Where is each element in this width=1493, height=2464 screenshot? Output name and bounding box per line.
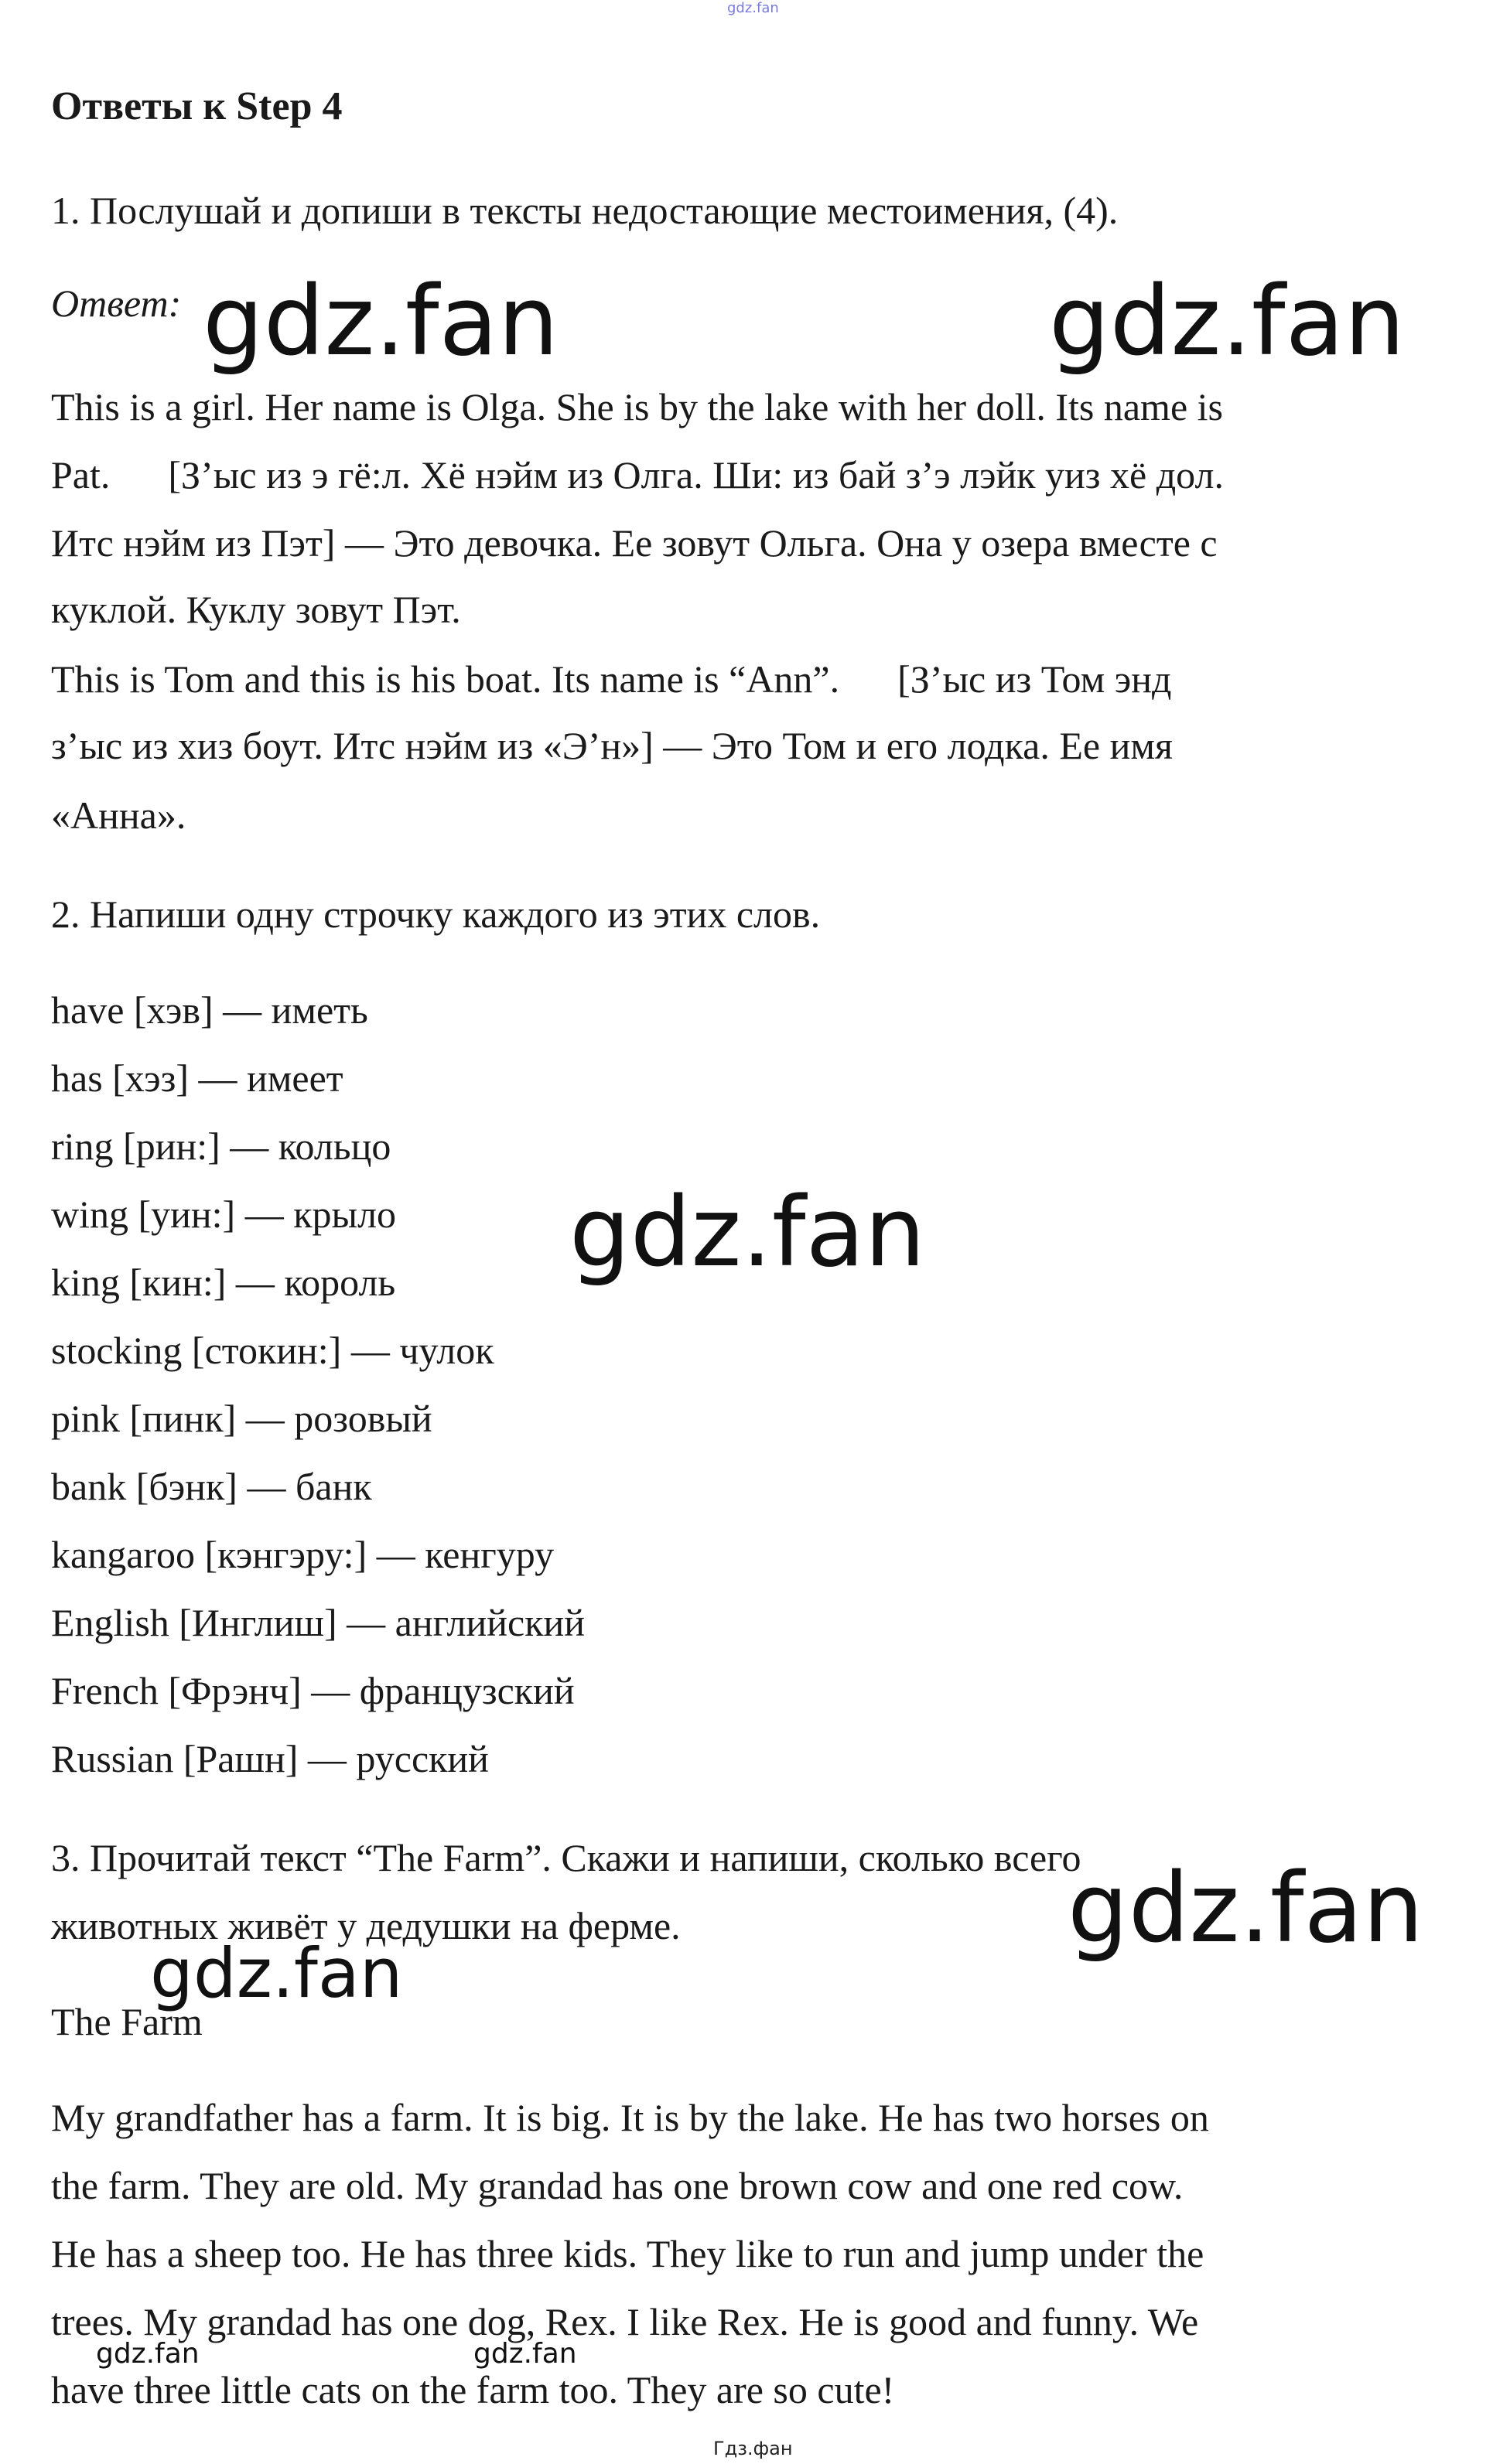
page-title: Ответы к Step 4 [51, 84, 343, 128]
word-item: Russian [Рашн] — русский [51, 1737, 489, 1780]
word-item: pink [пинк] — розовый [51, 1397, 432, 1440]
task1-line: «Анна». [51, 793, 186, 837]
farm-text-line: the farm. They are old. My grandad has one brown cow and one red cow. [51, 2164, 1184, 2207]
word-item: has [хэз] — имеет [51, 1056, 343, 1100]
task1-line: Pat. [З’ыс из э гё:л. Хё нэйм из Олга. Ши: из бай з’э лэйк уиз хё дол. [51, 453, 1224, 497]
word-item: have [хэв] — иметь [51, 988, 368, 1032]
word-item: stocking [стокин:] — чулок [51, 1329, 494, 1372]
watermark-text: gdz.fan [473, 2338, 577, 2370]
word-item: kangaroo [кэнгэру:] — кенгуру [51, 1533, 555, 1576]
watermark-text: gdz.fan [150, 1933, 403, 2013]
answer-label: Ответ: [51, 282, 182, 325]
word-item: ring [рин:] — кольцо [51, 1124, 391, 1168]
task2-heading: 2. Напиши одну строчку каждого из этих слов. [51, 892, 821, 936]
watermark-text: gdz.fan [96, 2338, 200, 2370]
watermark-text: gdz.fan [203, 266, 559, 377]
word-item: wing [уин:] — крыло [51, 1193, 397, 1236]
task1-line: This is a girl. Her name is Olga. She is by the lake with her doll. Its name is [51, 385, 1223, 428]
task1-line: куклой. Куклу зовут Пэт. [51, 588, 461, 631]
task1-line: Итс нэйм из Пэт] — Это девочка. Ее зовут Ольга. Она у озера вместе с [51, 521, 1218, 565]
farm-text-line: My grandfather has a farm. It is big. It is by the lake. He has two horses on [51, 2096, 1209, 2139]
task1-heading: 1. Послушай и допиши в тексты недостающие местоимения, (4). [51, 189, 1119, 232]
task3-heading-line: 3. Прочитай текст “The Farm”. Скажи и напиши, сколько всего [51, 1836, 1081, 1879]
footer-text: Гдз.фан [713, 2438, 793, 2459]
watermark-text: gdz.fan [569, 1177, 926, 1288]
word-item: king [кин:] — король [51, 1261, 396, 1304]
watermark-text: gdz.fan [1068, 1853, 1424, 1964]
word-item: English [Инглиш] — английский [51, 1601, 586, 1644]
watermark-text: gdz.fan [1049, 266, 1406, 377]
top-watermark: gdz.fan [727, 0, 779, 16]
word-item: bank [бэнк] — банк [51, 1465, 372, 1508]
farm-text-line: He has a sheep too. He has three kids. They like to run and jump under the [51, 2232, 1204, 2275]
text-title: The Farm [51, 2000, 203, 2043]
word-item: French [Фрэнч] — французский [51, 1669, 575, 1712]
task1-line: з’ыс из хиз боут. Итс нэйм из «Э’н»] — Это Том и его лодка. Ее имя [51, 724, 1173, 767]
task3-heading-line: животных живёт у дедушки на ферме. [51, 1904, 681, 1947]
task1-line: This is Tom and this is his boat. Its name is “Ann”. [З’ыс из Том энд [51, 657, 1172, 701]
farm-text-line: have three little cats on the farm too. They are so cute! [51, 2368, 895, 2411]
farm-text-line: trees. My grandad has one dog, Rex. I like Rex. He is good and funny. We [51, 2300, 1199, 2343]
